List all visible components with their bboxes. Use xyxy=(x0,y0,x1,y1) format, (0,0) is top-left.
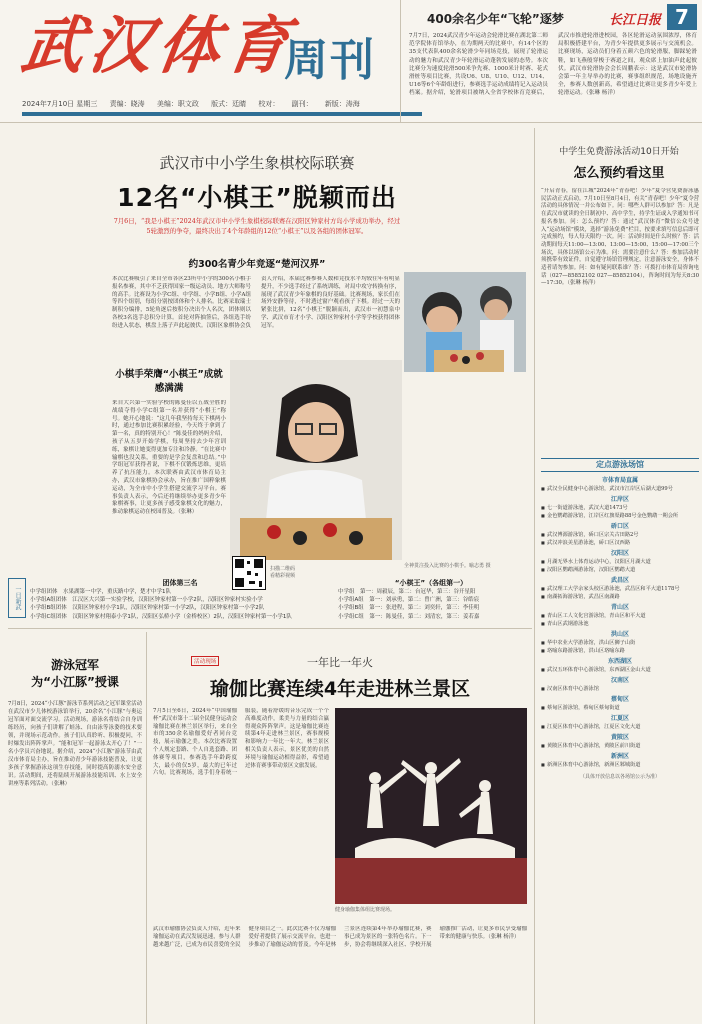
masthead-rule xyxy=(22,112,422,116)
venue-group xyxy=(541,695,699,712)
page-number: 7 xyxy=(667,4,697,30)
team-row-label: 小学组A组团体 xyxy=(30,597,67,604)
chess-body-2: 来自大兴第一实验学校的陈曼佳以五战全胜的战绩夺得小学C组第一名并获得“小棋王”称号。她开心地说：“这几年我坚持每天下棋两小时，通过参加比赛积累经验，今天终于拿到了第一名，真的特别开心！”陈曼佳的妈妈介绍，孩子从五岁开始学棋，每周坚持去少年宫训练，象棋让她变得更加专注和冷静。“在比赛中输棋也没关系，重要的是学会复盘和总结。”中学组冠军获得者说，下棋不仅锻炼思维，更培养了抗压能力。本次联赛由武汉市体育局主办，武汉市象棋协会承办，旨在推广国粹象棋运动，为全市中小学生搭建交流学习平台。赛事负责人表示，今后还将继续举办更多青少年象棋赛事，让更多孩子感受象棋文化的魅力，推动象棋运动在校园普及。（张琳） xyxy=(112,400,226,516)
venue-group xyxy=(541,630,699,655)
chess-photo xyxy=(404,272,526,372)
team-row xyxy=(30,604,330,612)
venue-item: ■ 蔡甸区游泳馆，蔡甸区蔡甸街道 xyxy=(541,704,699,712)
venue-district: 青山区 xyxy=(610,604,629,611)
venue-item: ■ 华中农业大学游泳馆，洪山区狮子山街 xyxy=(541,639,699,647)
venue-item: ■ 月湖无界水上体育运动中心，汉阳区月湖大道 xyxy=(541,558,699,566)
king-results xyxy=(338,578,524,621)
venue-group xyxy=(541,657,699,674)
venue-group xyxy=(541,752,699,769)
venue-district: 黄陂区 xyxy=(610,734,629,741)
yoga-photo-art xyxy=(335,708,527,904)
king-row xyxy=(338,588,524,596)
chess-subhead-1: 约300名青少年竞逐“楚河汉界” xyxy=(188,259,326,270)
venue-district: 武昌区 xyxy=(610,577,629,584)
king-results-title: “小棋王”（各组第一） xyxy=(394,579,468,587)
team-row-value: 汉阳区钟家村小学1队，汉阳区钟家村第一小学2队，汉阳区钟家村第一小学2队 xyxy=(72,605,265,612)
section-divider xyxy=(8,628,532,629)
venue-item: ■ 武汉全民健身中心游泳馆，武汉市江岸区后湖大道99号 xyxy=(541,485,699,493)
yoga-body-2: 武汉市瑜伽协会负责人介绍，近年来瑜伽运动在武汉发展迅速，参与人群越来越广泛，已成为市民喜爱的全民健身项目之一。此次比赛不仅为瑜伽爱好者提供了展示交流平台，也进一步推动了瑜伽运动的普及。今年是林兰景区连续第4年举办瑜伽比赛，赛事已成为景区的一张特色名片。下一步，协会将继续深入社区、学校开展瑜伽推广活动，让更多市民享受瑜伽带来的健康与快乐。（张琳 杨洋） xyxy=(153,926,527,948)
king-row xyxy=(338,604,524,612)
issue-layout: 版式：廷睛 xyxy=(211,100,247,108)
team-row xyxy=(30,596,330,604)
masthead-weekly: 周刊 xyxy=(284,35,376,86)
king-row-value: 第一：周毅辰，第二：台冠华，第三：谷开星阳 xyxy=(360,589,476,595)
team-row-value: 江汉区大兴第一实验学校，汉阳区钟家村第一小学2队，汉阳区钟家村实验小学 xyxy=(72,597,263,604)
venue-district: 汉南区 xyxy=(610,677,629,684)
issue-supplement: 副刊： xyxy=(291,100,313,108)
roller-body: 7月7日，2024武汉青少年运动会轮滑比赛在湖北第二师范学院体育馆举办，在为期两天的比赛中，有14个区的35支代表队400余名轮滑少年同场竞技，展现了轮滑运动的魅力和武汉青少年轮滑运动蓬勃发展的态势。本次比赛分为速度轮滑500米争先赛、1000米计时赛、花式滑桩等项目比赛，共设U6、U8、U10、U12、U14、U16等6个年龄组进行，参赛选手运动成绩将记入运动员档案。据介绍，轮滑项目被纳入全省学校体育竞赛后，武汉市推进轮滑进校园，各区轮滑运动氛围浓厚，体育局积极搭建平台，为青少年提供更多展示与交流机会。比赛现场，运动员们身着五颜六色的轮滑服，脚踩轮滑鞋，如飞燕般穿梭于赛道之间，观众席上加油声此起彼伏。武汉市轮滑协会会长周鹏表示：这是武汉市轮滑协会第一年主导举办的比赛，赛事组织规范，场地设施齐全，参赛人数创新高，希望通过比赛让更多青少年爱上轮滑运动。（张琳 杨洋） xyxy=(409,33,697,97)
issue-meta xyxy=(22,99,370,109)
results-panel xyxy=(8,578,524,626)
venue-item: ■ 珞喻东路游泳馆，洪山区珞喻东路 xyxy=(541,647,699,655)
team-results xyxy=(30,578,330,621)
team-row-value: 汉阳区钟家村翔泰小学1队，汉阳区弘桥小学（金桥校区）2队，汉阳区钟家村第一小学1队 xyxy=(72,613,292,620)
venue-group xyxy=(541,476,699,493)
issue-proof: 校对： xyxy=(258,100,280,108)
chess-headline xyxy=(112,128,402,248)
masthead xyxy=(16,6,412,92)
yoga-story xyxy=(146,632,532,1024)
yoga-tag: 活动现场 xyxy=(191,656,219,666)
chess-photo-art xyxy=(404,272,526,372)
roller-header xyxy=(401,4,702,28)
chess-photo-caption: 全神贯注投入比赛的小棋手。喻志勇 摄 xyxy=(404,563,491,569)
chess-section-2 xyxy=(112,366,226,586)
venue-group xyxy=(541,714,699,731)
swim-champ-story xyxy=(8,632,142,1024)
chess-kicker: 武汉市中小学生象棋校际联赛 xyxy=(159,154,355,172)
venue-item: ■ 青山区工人文化宫游泳馆，青山区和平大道 xyxy=(541,612,699,620)
swim-champ-title: 游泳冠军 xyxy=(50,658,99,672)
venue-district: 硚口区 xyxy=(610,523,629,530)
venue-district: 市体育局直属 xyxy=(601,477,638,484)
team-row-label: 中学组团体 xyxy=(30,589,58,595)
venues-title: 定点游泳场馆 xyxy=(541,458,699,472)
chess-lead: 7月6日，“我是小棋王”2024年武汉市中小学生象棋校际联赛在汉阳区钟家村方岛小学成功举办，经过5轮激烈的争夺，最终决出了4个年龄组的12位“小棋王”以及各组的团体冠军。 xyxy=(113,217,401,235)
chess-body-1: 本次比赛吸引了来自全市各区23所中小学的300名小棋手报名参赛，其中不乏获得国家一级运动员、地方大师称号的高手。比赛设为小学C组、中学组、小学B组、小学A组等四个组别，每组分别按团体和个人排名。比赛采取瑞士制积分编排，5轮角逐后按积分决出个人名次，团体则以各校3名选手总积分计算。首轮对阵抽签后，各组选手纷纷进入状态，棋盘上落子声此起彼伏。汉阳区象棋协会负责人介绍，本届比赛参赛人数和竞技水平均较往年有明显提升，不少选手经过了系统训练，对局中攻守转换有序，展现了武汉青少年象棋的良好基础。比赛现场，家长们在场外安静等待，不时透过窗户观看孩子下棋。经过一天的紧张比拼，12名“小棋王”脱颖而出，武汉市一初慧泉中学、武汉市育才小学、汉阳区钟家村小学等学校获得团体冠军。 xyxy=(112,276,400,329)
venue-district: 新洲区 xyxy=(610,753,629,760)
chess-girl-photo xyxy=(230,360,402,560)
venue-item: ■ 汉南区体育中心游泳馆 xyxy=(541,685,699,693)
king-row-label: 小学组C组 xyxy=(338,613,364,620)
king-row-value: 第一：张进程，第二：刘奕轩，第三：李佳明 xyxy=(369,605,480,612)
team-row-label: 小学组C组团体 xyxy=(30,613,67,620)
venue-item: ■ 武汉博源游泳馆，硚口区宗关古田路2号 xyxy=(541,531,699,539)
team-row xyxy=(30,613,330,621)
swim-champ-subtitle: 为“小江豚”授课 xyxy=(31,675,119,689)
issue-new: 新版：涛海 xyxy=(324,100,360,108)
venue-district: 蔡甸区 xyxy=(610,696,629,703)
yoga-title: 瑜伽比赛连续4年走进林兰景区 xyxy=(209,678,471,700)
venue-district: 江夏区 xyxy=(610,715,629,722)
header-divider xyxy=(0,122,702,123)
venue-group xyxy=(541,603,699,628)
team-row-label: 小学组B组团体 xyxy=(30,605,67,612)
venue-district: 洪山区 xyxy=(610,631,629,638)
venue-district: 东西湖区 xyxy=(607,658,632,665)
free-swim-body: “开启青春，留在江城”2024年“青春吧！少年”夏令营免费游泳惠民活动正式启动。7月10日至8月4日，有关“青春吧！少年”夏令营活动的具体情况一并公布如下。问：哪些人群可以参加？答：凡是在武汉市就读的全日制初中、高中学生，持学生证或入学通知书可报名参加。问：怎么预约？答：通过“武汉体育”微信公众号进入“运动场馆”模块，选择“游泳免费”栏目，按要求填写信息后即可完成预约，每人每天限约一次。问：活动时间是什么时候？答：活动期间每天11:00—13:00、13:00—15:00、15:00—17:00三个场次，具体以场馆公示为准。问：需要注意什么？答：参加活动时须携带有效证件，自觉遵守场馆管理规定，注意游泳安全，身体不适者请勿参加。问：如有疑问联系谁？答：可拨打市体育局咨询电话（027—85852102 027—85852104），咨询时间为每天8:30—17:30。（张琳 杨洋） xyxy=(541,188,699,287)
roller-story xyxy=(400,0,702,122)
venue-item: ■ 黄陂区体育中心游泳馆，黄陂区前川街道 xyxy=(541,742,699,750)
venue-item: ■ 武汉冲浪美星游泳池，硚口区汉西路 xyxy=(541,539,699,547)
venue-item: ■ 七一街道游泳池，武汉大道1473号 xyxy=(541,504,699,512)
venue-item: ■ 新洲区体育中心游泳馆，新洲区邾城街道 xyxy=(541,761,699,769)
chess-subhead-2: 小棋手荣膺“小棋王”成就感满满 xyxy=(115,369,223,394)
column-label: 一日新武 xyxy=(8,578,26,618)
roller-title: 400余名少年“飞轮”逐梦 xyxy=(427,12,564,26)
free-swim-title: 怎么预约看这里 xyxy=(573,166,665,181)
venue-district: 汉阳区 xyxy=(610,550,629,557)
team-results-title: 团体第三名 xyxy=(162,579,198,587)
venue-item: ■ 青山区武钢游泳池 xyxy=(541,620,699,628)
venue-item: ■ 武汉理工大学余家头校区游泳池，武昌区和平大道1178号 xyxy=(541,585,699,593)
venues-list xyxy=(541,476,699,1020)
issue-editor: 责编：晓涛 xyxy=(109,100,145,108)
venue-group xyxy=(541,676,699,693)
free-swim-kicker: 中学生免费游泳活动10日开始 xyxy=(559,147,679,157)
qr-caption: 扫描二维码 看精彩视频 xyxy=(270,566,296,579)
venue-item: ■ 武汉五环体育中心游泳馆，东西湖区金山大道 xyxy=(541,666,699,674)
king-row-label: 小学组A组 xyxy=(338,597,364,604)
venue-group xyxy=(541,495,699,520)
venue-item: ■ 汉阳区鹦鹉洲游泳馆，汉阳区鹦鹉大道 xyxy=(541,566,699,574)
paper-logo: 长江日报 xyxy=(608,13,661,28)
swim-champ-body: 7月8日，2024“小江豚”游泳节系列活动之冠军课堂活动在武汉市少儿体校游泳馆举行，20余名“小江豚”与奥运冠军面对面交流学习。活动现场，游泳名将结合自身训练经历，向孩子们讲解了蛙泳、自由泳等泳姿的技术要领，并现场示范动作。孩子们认真聆听、积极提问，不时爆发出阵阵掌声。“能和冠军一起游泳太开心了！”一名小学员兴奋地说。据介绍，2024“小江豚”游泳节由武汉市体育局主办，旨在推动青少年游泳技能普及，让更多孩子掌握游泳这项生存技能，同时提高防溺水安全意识。活动期间，还将陆续开展游泳技能培训、水上安全讲座等系列活动。（张琳） xyxy=(8,701,142,787)
yoga-photo xyxy=(335,708,527,904)
issue-designer: 美编：职文政 xyxy=(156,100,199,108)
king-row xyxy=(338,596,524,604)
chess-title: 12名“小棋王”脱颖而出 xyxy=(117,183,397,212)
venue-group xyxy=(541,733,699,750)
team-row xyxy=(30,588,330,596)
chess-section-1 xyxy=(112,256,402,362)
venue-district: 江岸区 xyxy=(610,496,629,503)
yoga-photo-caption: 健身瑜伽集体组比赛现场。 xyxy=(335,907,396,913)
venue-item: ■ 南湖拓海游泳馆，武昌区南湖路 xyxy=(541,593,699,601)
king-row-value: 第一：刘承勇，第二：曾广洲，第三：谷皓宸 xyxy=(369,597,480,604)
king-row-value: 第一：陈曼佳，第二：刘清宏，第三：姜若嘉 xyxy=(369,613,480,620)
venue-group xyxy=(541,576,699,601)
venue-item: ■ 江夏区体育中心游泳馆，江夏区文化大道 xyxy=(541,723,699,731)
king-row xyxy=(338,613,524,621)
venues-footnote: （具体开放信息以各场馆公示为准） xyxy=(579,774,660,780)
venue-group xyxy=(541,549,699,574)
yoga-body: 7月5日至6日，2024年“中国瑜伽杯”武汉市第十二届全民健身运动会瑜伽比赛在林兰景区举行，来自全市的350余名瑜伽爱好者同台竞技，展示瑜伽之美。本次比赛设置个人规定套路、个人自选套路、团体赛等项目，参赛选手年龄跨度大，最小的仅5岁，最大的已年过六旬。比赛现场，选手们身着统一服装，随着舒缓的音乐完成一个个高难度动作，柔美与力量的结合赢得观众阵阵掌声。这是瑜伽比赛连续第4年走进林兰景区，赛事规模和影响力一年比一年大。林兰景区相关负责人表示，景区优美的自然环境与瑜伽运动相得益彰，希望通过体育赛事带动景区文旅发展。 xyxy=(153,708,329,777)
venue-group xyxy=(541,522,699,547)
king-row-label: 小学组B组 xyxy=(338,605,364,612)
free-swim-column xyxy=(534,128,702,1024)
king-row-label: 中学组 xyxy=(338,589,355,595)
team-row-value: 水果湖第一中学，重庆路中学，楚才中学1队 xyxy=(63,589,172,595)
yoga-kicker: 一年比一年火 xyxy=(307,656,373,669)
venue-item: ■ 金色鹦鹉游泳馆，江岸区红旗渠路88号金色鹦鹉一期会所 xyxy=(541,512,699,520)
issue-date: 2024年7月10日 星期三 xyxy=(22,100,98,108)
chess-girl-photo-art xyxy=(230,360,402,560)
masthead-title: 武汉体育 xyxy=(16,9,300,82)
